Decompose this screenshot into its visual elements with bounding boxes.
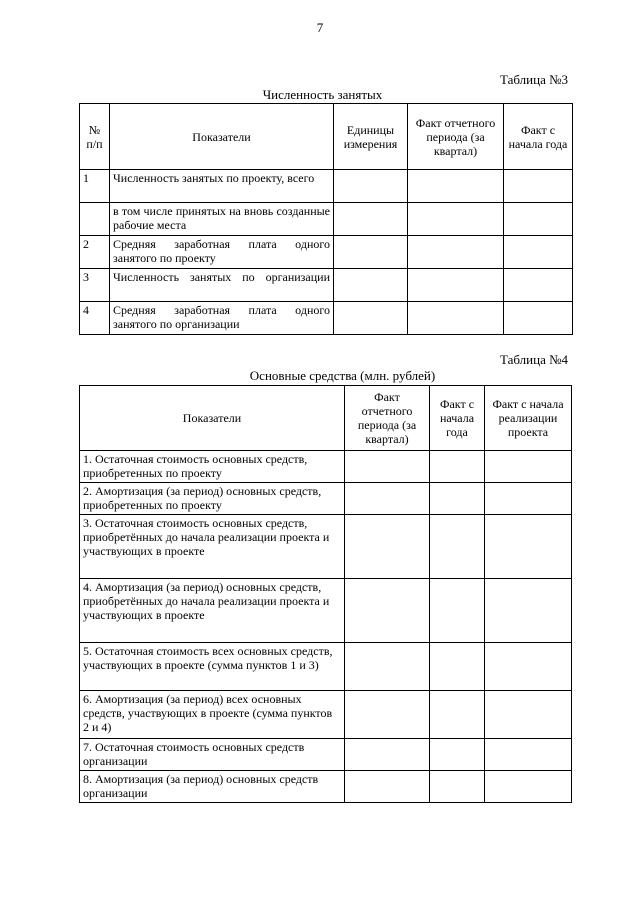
cell-fact-period[interactable] xyxy=(408,170,504,203)
table4-caption: Основные средства (млн. рублей) xyxy=(249,368,436,383)
cell-fact-year[interactable] xyxy=(504,302,573,335)
cell-fact-period[interactable] xyxy=(345,643,430,691)
cell-fact-year[interactable] xyxy=(430,739,485,771)
cell-units[interactable] xyxy=(334,269,408,302)
table4-header-fact-year: Факт с начала года xyxy=(430,386,485,451)
cell-fact-period[interactable] xyxy=(408,236,504,269)
row-indicator: 8. Амортизация (за период) основных средств организации xyxy=(80,771,345,803)
table3-header-units: Единицы измерения xyxy=(334,104,408,170)
cell-units[interactable] xyxy=(334,203,408,236)
row-number xyxy=(80,203,110,236)
table3-header-fact-period: Факт отчетного периода (за квартал) xyxy=(408,104,504,170)
table-row xyxy=(80,302,573,335)
table3-label: Таблица №3 xyxy=(499,72,568,87)
row-indicator: Численность занятых по организации xyxy=(110,269,334,302)
table3-header-num: № п/п xyxy=(80,104,110,170)
cell-units[interactable] xyxy=(334,236,408,269)
table-row xyxy=(80,203,573,236)
table-row xyxy=(80,483,572,515)
cell-fact-project[interactable] xyxy=(485,771,572,803)
row-indicator: 3. Остаточная стоимость основных средств, приобретённых до начала реализации проекта и участвующих в проекте xyxy=(80,515,345,579)
cell-fact-year[interactable] xyxy=(430,451,485,483)
row-number: 1 xyxy=(80,170,110,203)
cell-fact-year[interactable] xyxy=(430,515,485,579)
cell-fact-period[interactable] xyxy=(345,483,430,515)
table-row xyxy=(80,451,572,483)
table-row xyxy=(80,739,572,771)
cell-fact-period[interactable] xyxy=(345,691,430,739)
row-indicator: 7. Остаточная стоимость основных средств организации xyxy=(80,739,345,771)
table-row xyxy=(80,269,573,302)
table-row xyxy=(80,643,572,691)
row-indicator: 5. Остаточная стоимость всех основных средств, участвующих в проекте (сумма пунктов 1 и 3) xyxy=(80,643,345,691)
cell-fact-project[interactable] xyxy=(485,483,572,515)
row-indicator: 6. Амортизация (за период) всех основных средств, участвующих в проекте (сумма пунктов 2 и 4) xyxy=(80,691,345,739)
row-indicator: 4. Амортизация (за период) основных средств, приобретённых до начала реализации проекта и участвующих в проекте xyxy=(80,579,345,643)
page-number: 7 xyxy=(316,20,324,35)
cell-fact-year[interactable] xyxy=(504,203,573,236)
table3-header-fact-year: Факт с начала года xyxy=(504,104,573,170)
row-indicator: 2. Амортизация (за период) основных средств, приобретенных по проекту xyxy=(80,483,345,515)
cell-fact-period[interactable] xyxy=(345,739,430,771)
cell-fact-year[interactable] xyxy=(430,643,485,691)
cell-fact-period[interactable] xyxy=(345,771,430,803)
cell-fact-project[interactable] xyxy=(485,515,572,579)
table3-caption: Численность занятых xyxy=(262,87,383,102)
row-indicator: Средняя заработная плата одного занятого по организации xyxy=(110,302,334,335)
table4-label: Таблица №4 xyxy=(499,352,568,367)
cell-fact-period[interactable] xyxy=(408,269,504,302)
row-number: 4 xyxy=(80,302,110,335)
cell-fact-project[interactable] xyxy=(485,451,572,483)
row-number: 3 xyxy=(80,269,110,302)
table-row xyxy=(80,579,572,643)
table3 xyxy=(79,103,573,335)
cell-fact-year[interactable] xyxy=(430,691,485,739)
cell-fact-year[interactable] xyxy=(504,269,573,302)
table4-header-fact-period: Факт отчетного периода (за квартал) xyxy=(345,386,430,451)
row-number: 2 xyxy=(80,236,110,269)
cell-fact-period[interactable] xyxy=(345,579,430,643)
row-indicator: Средняя заработная плата одного занятого по проекту xyxy=(110,236,334,269)
cell-units[interactable] xyxy=(334,170,408,203)
cell-units[interactable] xyxy=(334,302,408,335)
table4 xyxy=(79,385,572,803)
table-row xyxy=(80,691,572,739)
cell-fact-period[interactable] xyxy=(408,302,504,335)
cell-fact-year[interactable] xyxy=(430,579,485,643)
cell-fact-project[interactable] xyxy=(485,691,572,739)
cell-fact-year[interactable] xyxy=(430,483,485,515)
table3-header-indicators: Показатели xyxy=(110,104,334,170)
table-row xyxy=(80,771,572,803)
table-row xyxy=(80,170,573,203)
cell-fact-period[interactable] xyxy=(345,515,430,579)
table4-header-fact-project: Факт с начала реализации проекта xyxy=(485,386,572,451)
row-indicator: Численность занятых по проекту, всего xyxy=(110,170,334,203)
cell-fact-year[interactable] xyxy=(504,236,573,269)
cell-fact-period[interactable] xyxy=(408,203,504,236)
cell-fact-year[interactable] xyxy=(504,170,573,203)
cell-fact-project[interactable] xyxy=(485,643,572,691)
cell-fact-project[interactable] xyxy=(485,739,572,771)
cell-fact-project[interactable] xyxy=(485,579,572,643)
cell-fact-year[interactable] xyxy=(430,771,485,803)
table-row xyxy=(80,236,573,269)
row-indicator: в том числе принятых на вновь созданные рабочие места xyxy=(110,203,334,236)
row-indicator: 1. Остаточная стоимость основных средств, приобретенных по проекту xyxy=(80,451,345,483)
table4-header-indicators: Показатели xyxy=(80,386,345,451)
table-row xyxy=(80,515,572,579)
cell-fact-period[interactable] xyxy=(345,451,430,483)
